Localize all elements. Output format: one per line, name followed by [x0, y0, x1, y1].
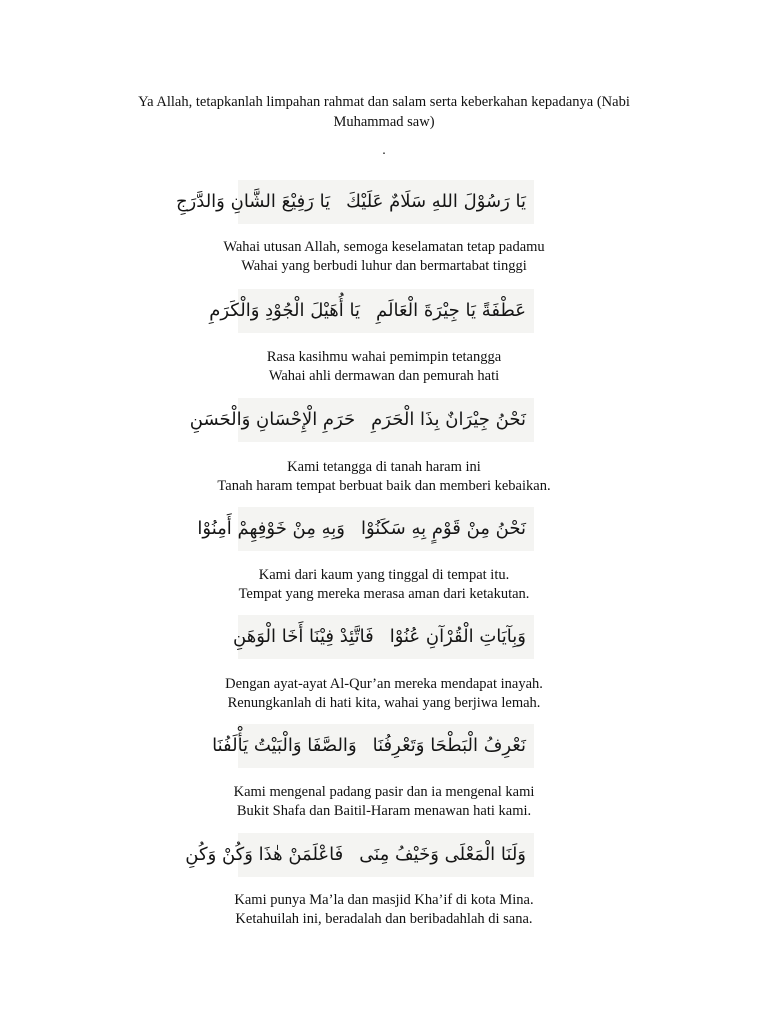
- translation-verse-3: [84, 458, 684, 496]
- translation-verse-5: [84, 675, 684, 713]
- translation-line: Bukit Shafa dan Baitil-Haram menawan hati kami.: [236, 803, 532, 819]
- arabic-verse-5: [233, 615, 534, 659]
- arabic-verse-2: [209, 289, 534, 333]
- arabic-verse-3-first-hemistich: نَحْنُ جِيْرَانٌ بِذَا الْحَرَمِ: [371, 409, 526, 430]
- arabic-verse-4-second-hemistich: وَبِهِ مِنْ خَوْفِهِمْ أَمِنُوْا: [197, 518, 345, 539]
- arabic-verse-6: [212, 724, 534, 768]
- translation-line: Kami tetangga di tanah haram ini: [287, 459, 481, 475]
- translation-line: Dengan ayat-ayat Al-Qur’an mereka mendapat inayah.: [225, 676, 543, 692]
- translation-line: Tempat yang mereka merasa aman dari ketakutan.: [238, 586, 530, 602]
- arabic-verse-7: [185, 833, 534, 877]
- arabic-verse-6-first-hemistich: نَعْرِفُ الْبَطْحَا وَتَعْرِفُنَا: [372, 735, 526, 756]
- arabic-verse-7-first-hemistich: وَلَنَا الْمَعْلَى وَخَيْفُ مِنَى: [359, 844, 526, 865]
- translation-line: Wahai yang berbudi luhur dan bermartabat tinggi: [241, 258, 527, 274]
- translation-line: Tanah haram tempat berbuat baik dan memberi kebaikan.: [217, 478, 551, 494]
- translation-line: Ketahuilah ini, beradalah dan beribadahlah di sana.: [235, 911, 533, 927]
- arabic-verse-6-second-hemistich: وَالصَّفَا وَالْبَيْتُ يَأْلَفُنَا: [212, 735, 357, 756]
- translation-verse-7: [84, 891, 684, 929]
- translation-line: Wahai utusan Allah, semoga keselamatan tetap padamu: [223, 239, 545, 255]
- intro-text: Ya Allah, tetapkanlah limpahan rahmat dan salam serta keberkahan kepadanya (Nabi Muhammad saw): [138, 94, 630, 130]
- arabic-verse-4: [197, 507, 534, 551]
- arabic-verse-1-first-hemistich: يَا رَسُوْلَ اللهِ سَلَامٌ عَلَيْكَ: [346, 191, 526, 212]
- arabic-verse-3: [189, 398, 534, 442]
- arabic-verse-2-second-hemistich: يَا أُهَيْلَ الْجُوْدِ وَالْكَرَمِ: [209, 300, 361, 321]
- translation-verse-4: [84, 566, 684, 604]
- translation-line: Kami punya Ma’la dan masjid Kha’if di kota Mina.: [234, 892, 534, 908]
- translation-verse-1: [84, 238, 684, 276]
- arabic-verse-3-second-hemistich: حَرَمِ الْإِحْسَانِ وَالْحَسَنِ: [189, 409, 356, 430]
- translation-line: Kami dari kaum yang tinggal di tempat itu.: [258, 567, 510, 583]
- translation-verse-6: [84, 783, 684, 821]
- translation-line: Wahai ahli dermawan dan pemurah hati: [268, 368, 500, 384]
- arabic-verse-1-second-hemistich: يَا رَفِيْعَ الشَّانِ وَالدَّرَجِ: [175, 191, 331, 212]
- arabic-verse-2-first-hemistich: عَطْفَةً يَا جِيْرَةَ الْعَالَمِ: [376, 300, 526, 321]
- arabic-verse-5-second-hemistich: فَاتَّئِدْ فِيْنَا أَخَا الْوَهَنِ: [233, 626, 374, 647]
- arabic-verse-5-first-hemistich: وَبِآيَاتِ الْقُرْآنِ عُنُوْا: [389, 626, 526, 647]
- translation-line: Kami mengenal padang pasir dan ia mengenal kami: [233, 784, 535, 800]
- translation-line: Renungkanlah di hati kita, wahai yang berjiwa lemah.: [227, 695, 541, 711]
- translation-line: Rasa kasihmu wahai pemimpin tetangga: [266, 349, 502, 365]
- arabic-verse-7-second-hemistich: فَاعْلَمَنْ هٰذَا وَكُنْ وَكُنِ: [185, 844, 344, 865]
- arabic-verse-1: [175, 180, 534, 224]
- arabic-verse-4-first-hemistich: نَحْنُ مِنْ قَوْمٍ بِهِ سَكَنُوْا: [360, 518, 526, 539]
- translation-verse-2: [84, 348, 684, 386]
- separator-dot: .: [382, 143, 386, 158]
